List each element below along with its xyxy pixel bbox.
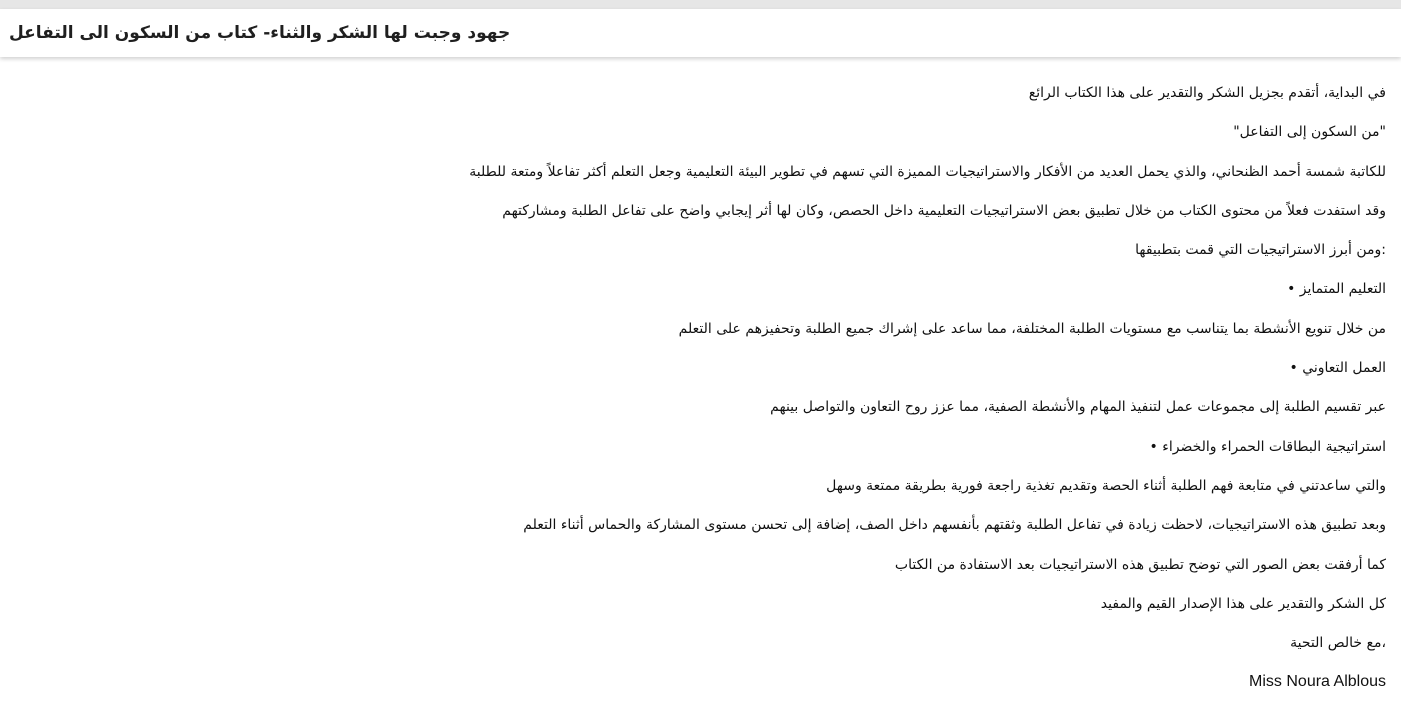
body-line: العمل التعاوني • <box>1289 360 1386 377</box>
page-title: جهود وجبت لها الشكر والثناء- كتاب من السكون الى التفاعل <box>9 23 511 43</box>
body-line: والتي ساعدتني في متابعة فهم الطلبة أثناء الحصة وتقديم تغذية راجعة فورية بطريقة ممتعة وسهل <box>826 477 1386 494</box>
body-line: كل الشكر والتقدير على هذا الإصدار القيم والمفيد <box>1100 595 1386 612</box>
signature: Miss Noura Alblous <box>1249 673 1386 691</box>
body-line: للكاتبة شمسة أحمد الظنحاني، والذي يحمل العديد من الأفكار والاستراتيجيات المميزة التي تسهم في تطوير البيئة التعليمية وجعل التعلم أكثر تفاعلاً ومتعة للطلبة <box>469 163 1386 180</box>
body-line: في البداية، أتقدم بجزيل الشكر والتقدير على هذا الكتاب الرائع <box>1028 85 1386 101</box>
body-line: كما أرفقت بعض الصور التي توضح تطبيق هذه الاستراتيجيات بعد الاستفادة من الكتاب <box>894 556 1386 573</box>
body-line: وبعد تطبيق هذه الاستراتيجيات، لاحظت زيادة في تفاعل الطلبة وثقتهم بأنفسهم داخل الصف، إضافة إلى تحسن مستوى المشاركة والحماس أثناء التعلم <box>523 517 1386 534</box>
post-body <box>0 57 1401 715</box>
body-line: عبر تقسيم الطلبة إلى مجموعات عمل لتنفيذ المهام والأنشطة الصفية، مما عزز روح التعاون والتواصل بينهم <box>770 399 1386 416</box>
title-bar <box>0 9 1401 57</box>
body-line: التعليم المتمايز • <box>1287 281 1386 298</box>
body-line: استراتيجية البطاقات الحمراء والخضراء • <box>1149 438 1386 455</box>
body-line: ،مع خالص التحية <box>1290 635 1386 652</box>
body-line: من خلال تنويع الأنشطة بما يتناسب مع مستويات الطلبة المختلفة، مما ساعد على إشراك جميع الطلبة وتحفيزهم على التعلم <box>678 320 1386 337</box>
body-line: وقد استفدت فعلاً من محتوى الكتاب من خلال تطبيق بعض الاستراتيجيات التعليمية داخل الحصص، وكان لها أثر إيجابي واضح على تفاعل الطلبة ومشاركتهم <box>502 202 1386 219</box>
top-strip <box>0 0 1401 9</box>
body-line: :ومن أبرز الاستراتيجيات التي قمت بتطبيقها <box>1135 242 1386 259</box>
body-line: "من السكون إلى التفاعل" <box>1233 124 1386 141</box>
